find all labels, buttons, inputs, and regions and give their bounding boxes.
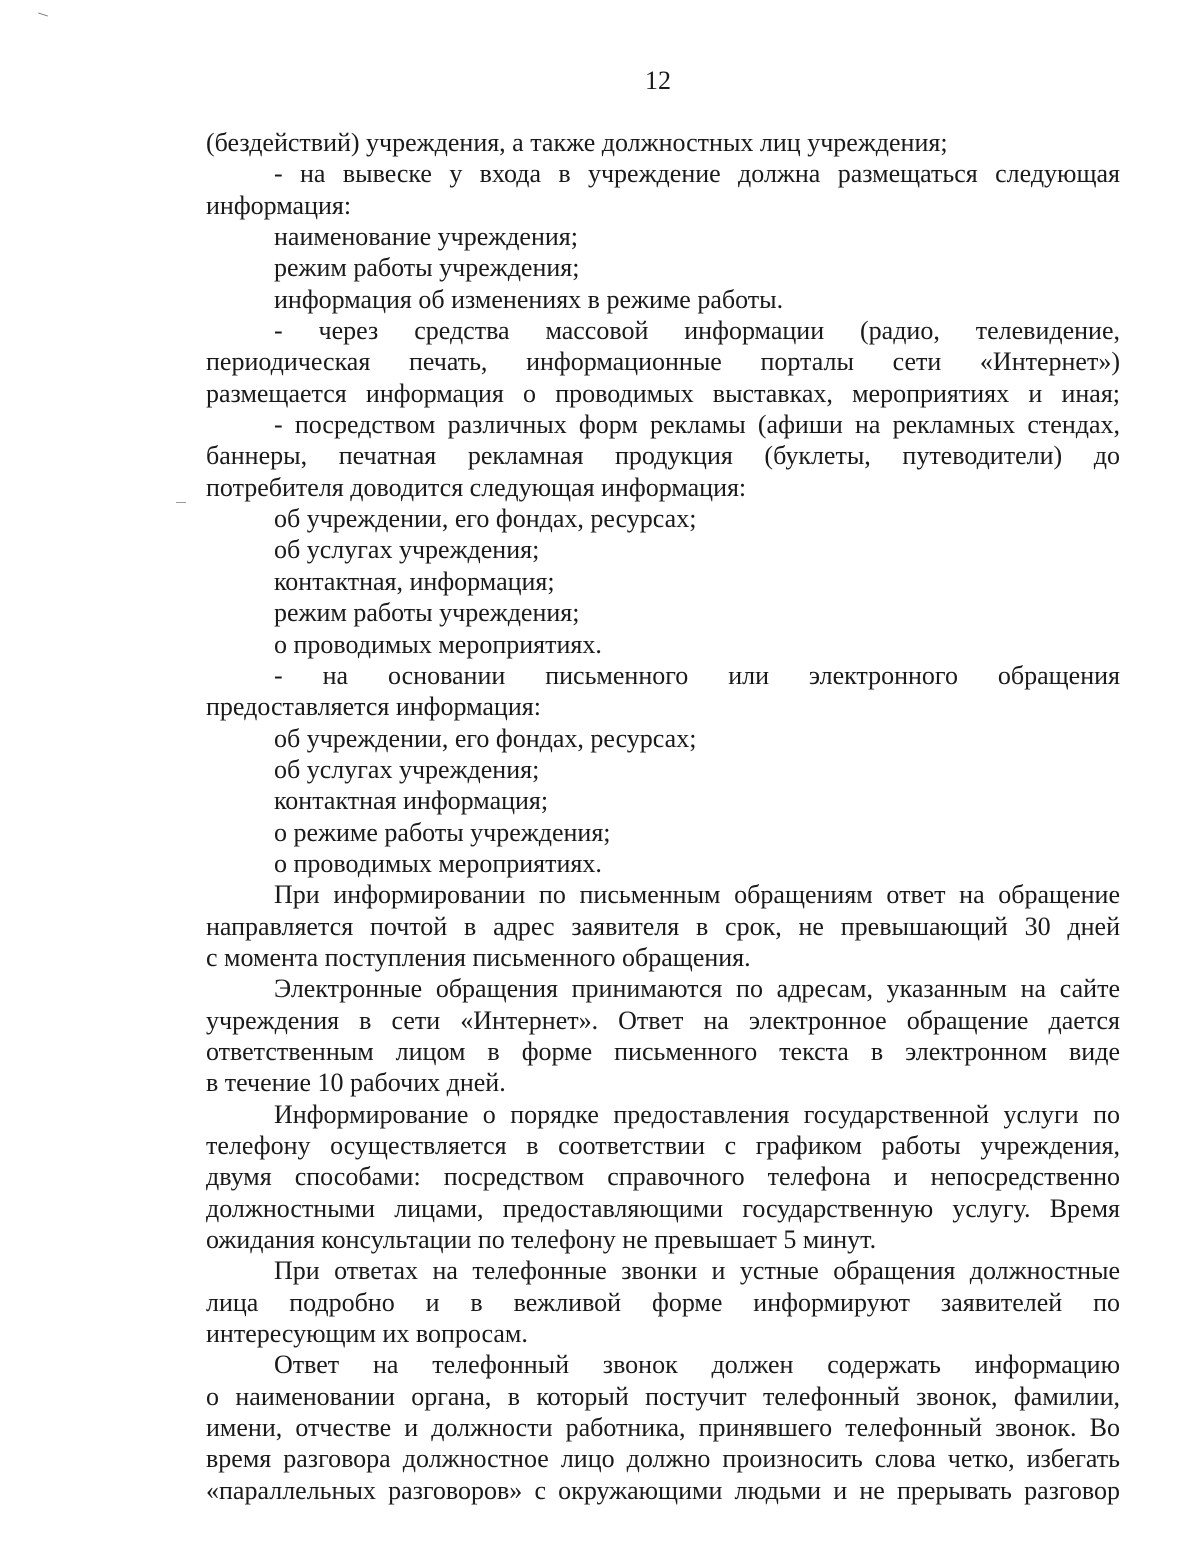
document-line: с момента поступления письменного обращения. [206,942,751,972]
document-line: наименование учреждения; [274,222,578,252]
document-line: интересующим их вопросам. [206,1319,528,1349]
document-line: в течение 10 рабочих дней. [206,1068,506,1098]
document-line: При информировании по письменным обращениям ответ на обращение [274,880,1120,910]
document-line: - через средства массовой информации (радио, телевидение, [274,316,1120,346]
document-line: о проводимых мероприятиях. [274,629,602,659]
document-line: Электронные обращения принимаются по адресам, указанным на сайте [274,974,1120,1004]
document-line: контактная информация; [274,786,549,816]
document-line: Ответ на телефонный звонок должен содержать информацию [274,1350,1120,1380]
document-line: лица подробно и в вежливой форме информируют заявителей по [206,1287,1120,1317]
document-line: «параллельных разговоров» с окружающими людьми и не прерывать разговор [206,1475,1120,1505]
document-line: об учреждении, его фондах, ресурсах; [274,504,697,534]
document-line: - посредством различных форм рекламы (афиши на рекламных стендах, [274,410,1120,440]
document-line: информация об изменениях в режиме работы. [274,284,784,314]
document-line: предоставляется информация: [206,692,541,722]
document-line: При ответах на телефонные звонки и устные обращения должностные [274,1256,1120,1286]
document-line: время разговора должностное лицо должно произносить слова четко, избегать [206,1444,1120,1474]
document-line: двумя способами: посредством справочного телефона и непосредственно [206,1162,1120,1192]
document-line: телефону осуществляется в соответствии с графиком работы учреждения, [206,1131,1120,1160]
document-line: должностными лицами, предоставляющими государственную услугу. Время [206,1193,1120,1223]
document-body [206,127,1120,1506]
document-line: контактная, информация; [274,566,555,596]
document-line: баннеры, печатная рекламная продукция (буклеты, путеводители) до [206,441,1120,471]
document-line: об услугах учреждения; [274,754,540,784]
document-line: потребителя доводится следующая информация: [206,472,747,502]
document-line: размещается информация о проводимых выставках, мероприятиях и иная; [206,378,1120,408]
document-line: о проводимых мероприятиях. [274,848,602,878]
document-line: об учреждении, его фондах, ресурсах; [274,723,697,753]
document-line: ожидания консультации по телефону не превышает 5 минут. [206,1225,877,1255]
document-line: о наименовании органа, в который постучит телефонный звонок, фамилии, [206,1381,1120,1411]
document-line: - на вывеске у входа в учреждение должна размещаться следующая [274,159,1120,189]
document-line: режим работы учреждения; [274,598,580,628]
margin-tick-mark [176,502,186,503]
document-line: об услугах учреждения; [274,535,540,565]
document-line: Информирование о порядке предоставления государственной услуги по [274,1099,1120,1129]
document-line: информация: [206,190,352,220]
document-line: режим работы учреждения; [274,253,580,283]
document-line: - на основании письменного или электронного обращения [274,660,1120,690]
scan-artifact-mark [38,12,48,16]
document-line: учреждения в сети «Интернет». Ответ на электронное обращение дается [206,1005,1120,1035]
document-line: о режиме работы учреждения; [274,817,611,847]
document-line: ответственным лицом в форме письменного текста в электронном виде [206,1036,1120,1066]
document-line: направляется почтой в адрес заявителя в срок, не превышающий 30 дней [206,911,1120,941]
document-line: имени, отчестве и должности работника, принявшего телефонный звонок. Во [206,1413,1120,1443]
page-number: 12 [645,66,671,95]
document-line: (бездействий) учреждения, а также должностных лиц учреждения; [206,128,948,157]
document-line: периодическая печать, информационные порталы сети «Интернет») [206,347,1120,377]
